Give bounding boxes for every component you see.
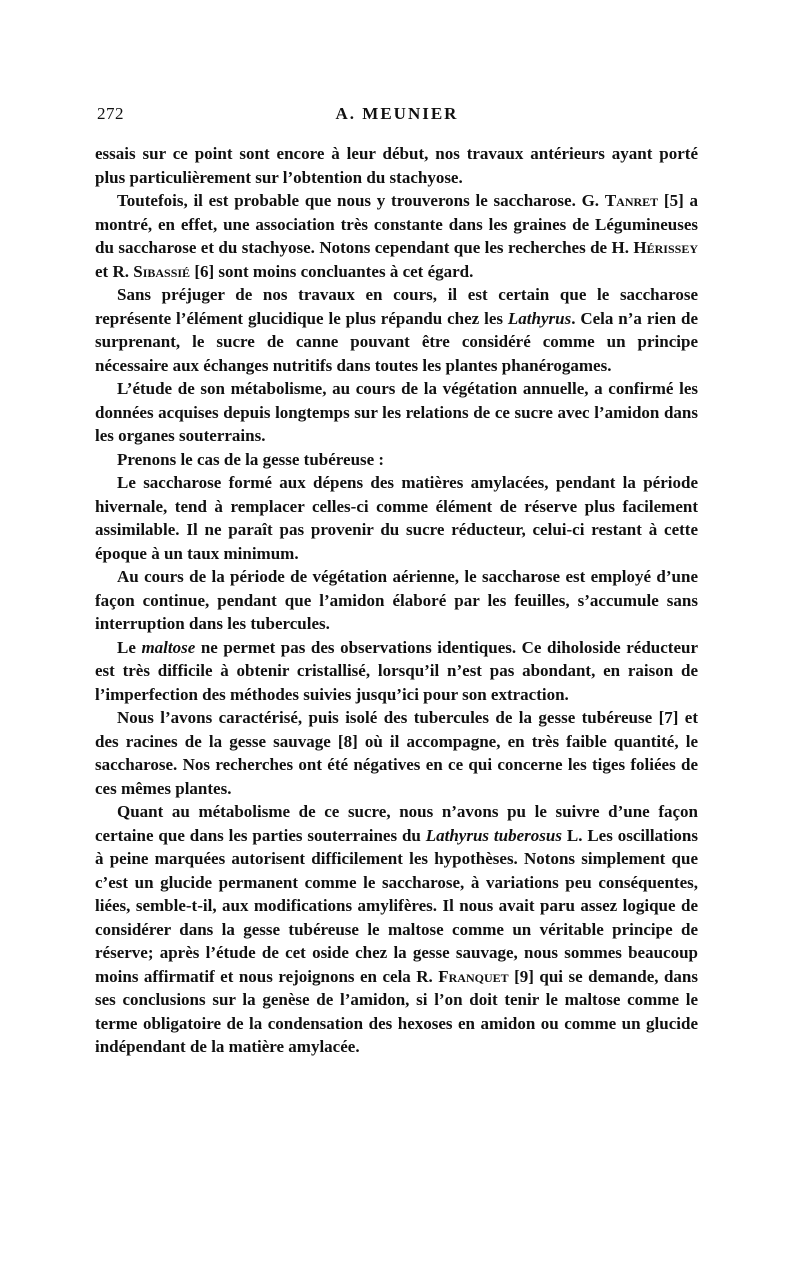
- running-title: A. MEUNIER: [335, 104, 459, 123]
- species-name: Lathyrus tuberosus: [425, 825, 562, 845]
- paragraph-10: [95, 800, 698, 1059]
- author-name: Hérissey: [633, 238, 698, 257]
- genus-name: Lathyrus: [507, 308, 572, 328]
- paragraph-text: Prenons le cas de la gesse tubéreuse :: [117, 449, 385, 469]
- italic-term: maltose: [141, 637, 196, 657]
- paragraph-1: [95, 142, 698, 189]
- paragraph-text: Nous l’avons caractérisé, puis isolé des tubercules de la gesse tubéreuse [7] et des racines de la gesse sauvage [8] où il accompagne, en très faible quantité, le saccharose. Nos recherches ont été négatives en ce qui concerne les tiges foliées de ces mêmes plantes.: [95, 708, 698, 798]
- author-name: Franquet: [438, 966, 509, 986]
- paragraph-text: [6] sont moins concluantes à cet égard.: [190, 261, 474, 281]
- paragraph-text: Le saccharose formé aux dépens des matières amylacées, pendant la période hivernale, tend à remplacer celles-ci comme élément de réserve plus facilement assimilable. Il ne paraît pas provenir du sucre réducteur, celui-ci restant à cette époque à un taux minimum.: [95, 473, 698, 563]
- paragraph-2: [95, 189, 698, 283]
- paragraph-text: L. Les oscillations à peine marquées autorisent difficilement les hypothèses. Notons simplement que c’est un glucide permanent comme le saccharose, à variations peu conséquentes, liées, semble-t-il, aux modifications amylifères. Il nous avait paru assez logique de considérer dans la gesse tubéreuse le maltose comme un véritable principe de réserve; après l’étude de cet oside chez la gesse sauvage, nous sommes beaucoup moins affirmatif et nous rejoignons en cela R.: [95, 825, 699, 986]
- body-text: [95, 142, 698, 1059]
- paragraph-8: [95, 636, 698, 707]
- paragraph-text: . Cela n’a rien de surprenant, le sucre de canne pouvant être considéré comme un principe nécessaire aux échanges nutritifs dans toutes les plantes phanérogames.: [95, 308, 699, 375]
- page-number: 272: [97, 104, 124, 123]
- paragraph-7: [95, 565, 698, 636]
- paragraph-text: L’étude de son métabolisme, au cours de la végétation annuelle, a confirmé les données acquises depuis longtemps sur les relations de ce sucre avec l’amidon dans les organes souterrains.: [95, 379, 698, 445]
- paragraph-text: [5] a montré, en effet, une association très constante dans les graines de Légumineuses du saccharose et du stachyose. Notons cependant que les recherches de H.: [95, 191, 698, 257]
- author-name: Tanret: [604, 191, 659, 210]
- author-name: Sibassié: [133, 261, 191, 281]
- paragraph-text: Toutefois, il est probable que nous y trouverons le saccharose. G.: [117, 191, 605, 210]
- paragraph-3: [95, 283, 698, 377]
- paragraph-text: Au cours de la période de végétation aérienne, le saccharose est employé d’une façon continue, pendant que l’amidon élaboré par les feuilles, s’accumule sans interruption dans les tubercules.: [95, 567, 698, 633]
- paragraph-9: [95, 706, 698, 800]
- paragraph-4: [95, 377, 698, 448]
- running-head: [97, 104, 697, 130]
- paragraph-5: [95, 448, 698, 472]
- paragraph-text: Quant au métabolisme de ce sucre, nous n’avons pu le suivre d’une façon certaine que dans les parties souterraines du: [95, 802, 698, 845]
- paragraph-text: essais sur ce point sont encore à leur début, nos travaux antérieurs ayant porté plus particulièrement sur l’obtention du stachyose.: [95, 144, 698, 187]
- paragraph-text: [9] qui se demande, dans ses conclusions sur la genèse de l’amidon, si l’on doit tenir le maltose comme le terme obligatoire de la condensation des hexoses en amidon ou comme un glucide indépendant de la matière amylacée.: [95, 966, 698, 1056]
- paragraph-text: Le: [117, 637, 142, 657]
- paragraph-text: et R.: [95, 261, 134, 281]
- paragraph-text: Sans préjuger de nos travaux en cours, il est certain que le saccharose représente l’élément glucidique le plus répandu chez les: [95, 285, 698, 328]
- paragraph-6: [95, 471, 698, 565]
- paragraph-text: ne permet pas des observations identiques. Ce diholoside réducteur est très difficile à obtenir cristallisé, lorsqu’il n’est pas abondant, en raison de l’imperfection des méthodes suivies jusqu’ici pour son extraction.: [95, 637, 698, 704]
